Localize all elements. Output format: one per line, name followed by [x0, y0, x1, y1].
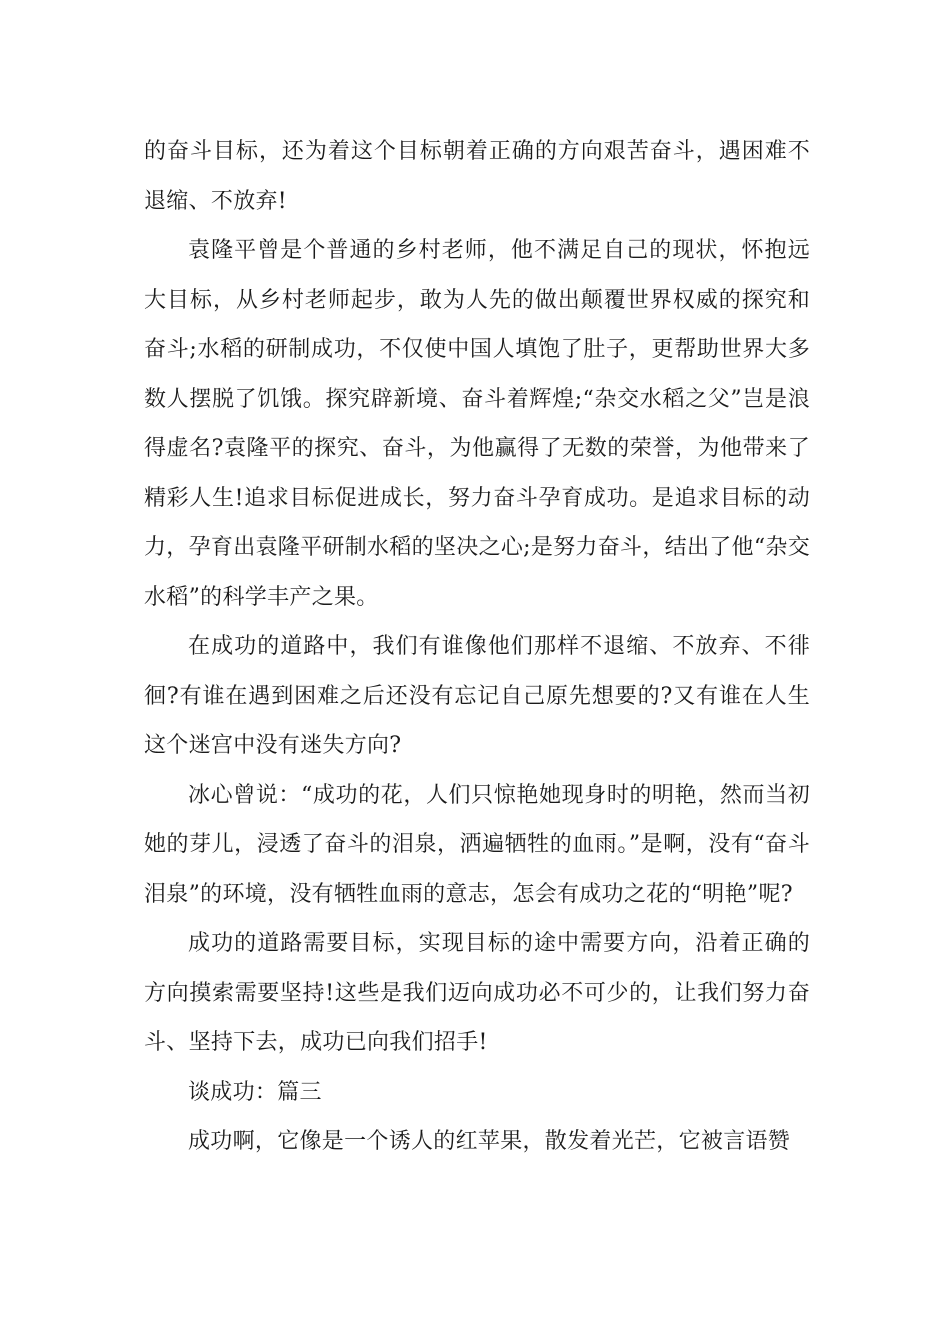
paragraph-bingxin-quote: 冰心曾说：“成功的花，人们只惊艳她现身时的明艳，然而当初她的芽儿，浸透了奋斗的泪泉，洒遍牺牲的血雨。”是啊，没有“奋斗泪泉”的环境，没有牺牲血雨的意志，怎会有成功之花的“明艳”呢?: [144, 782, 810, 907]
paragraph-yuan-longping: 袁隆平曾是个普通的乡村老师，他不满足自己的现状，怀抱远大目标，从乡村老师起步，敢为人先的做出颠覆世界权威的探究和奋斗;水稻的研制成功，不仅使中国人填饱了肚子，更帮助世界大多数人摆脱了饥饿。探究辟新境、奋斗着辉煌;“杂交水稻之父”岂是浪得虚名?袁隆平的探究、奋斗，为他赢得了无数的荣誉，为他带来了精彩人生!追求目标促进成长，努力奋斗孕育成功。是追求目标的动力，孕育出袁隆平研制水稻的坚决之心;是努力奋斗，结出了他“杂交水稻”的科学丰产之果。: [144, 238, 810, 610]
paragraph-continuation: 的奋斗目标，还为着这个目标朝着正确的方向艰苦奋斗，遇困难不退缩、不放弃!: [144, 139, 810, 214]
section-heading: 谈成功：篇三: [188, 1079, 322, 1105]
paragraph-questions: 在成功的道路中，我们有谁像他们那样不退缩、不放弃、不徘徊?有谁在遇到困难之后还没有忘记自己原先想要的?又有谁在人生这个迷宫中没有迷失方向?: [144, 634, 810, 758]
document-body: [144, 127, 810, 1167]
paragraph-section-three-start: 成功啊，它像是一个诱人的红苹果，散发着光芒，它被言语赞: [188, 1129, 791, 1154]
paragraph-conclusion: 成功的道路需要目标，实现目标的途中需要方向，沿着正确的方向摸索需要坚持!这些是我们迈向成功必不可少的，让我们努力奋斗、坚持下去，成功已向我们招手!: [144, 931, 810, 1055]
